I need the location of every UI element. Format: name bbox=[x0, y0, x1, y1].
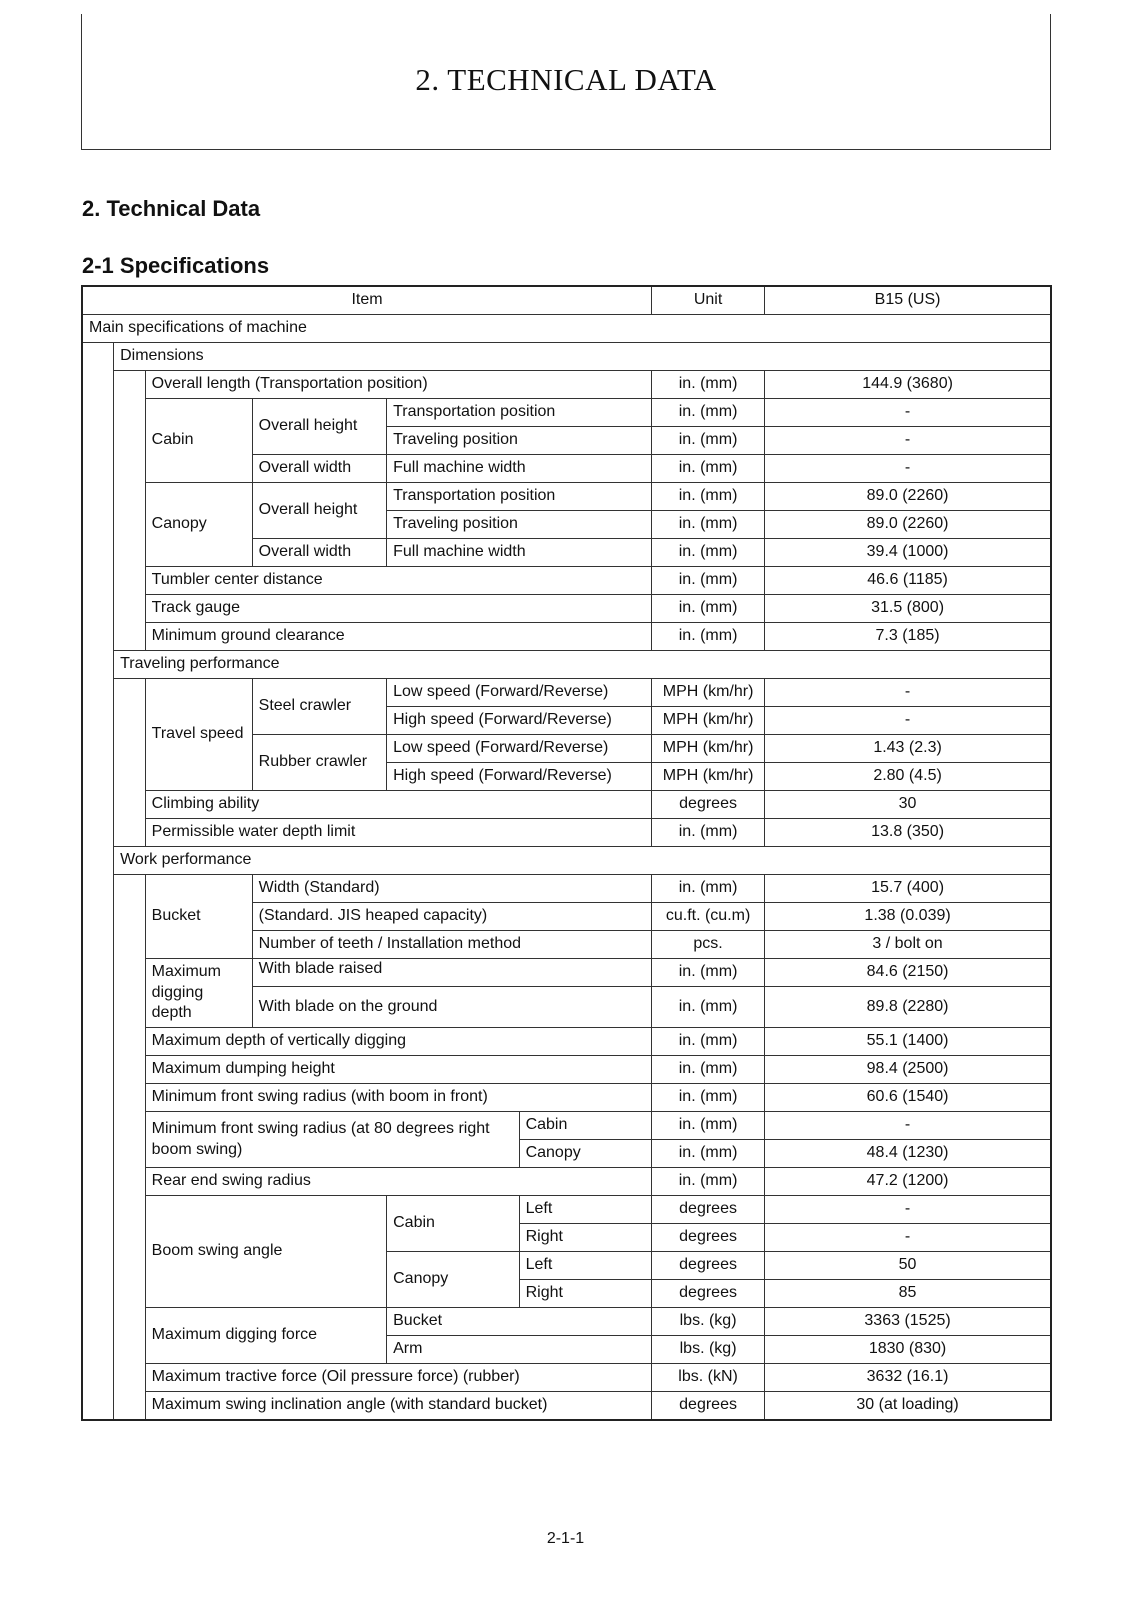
table-row bbox=[82, 1196, 1051, 1224]
row-value: 3632 (16.1) bbox=[765, 1364, 1051, 1392]
page-header-title: 2. TECHNICAL DATA bbox=[415, 62, 717, 97]
row-unit: degrees bbox=[652, 1252, 765, 1280]
row-unit: in. (mm) bbox=[652, 595, 765, 623]
sub-overall-height: Overall height bbox=[252, 483, 386, 539]
group-boom-swing: Boom swing angle bbox=[145, 1196, 386, 1308]
group-bucket: Bucket bbox=[145, 875, 252, 959]
section-title: 2. Technical Data bbox=[82, 196, 261, 221]
group-front-swing-80: Minimum front swing radius (at 80 degrees right boom swing) bbox=[145, 1112, 519, 1168]
table-row bbox=[82, 959, 1051, 987]
row-value: 2.80 (4.5) bbox=[765, 763, 1051, 791]
row-label: Width (Standard) bbox=[252, 875, 651, 903]
row-value: - bbox=[765, 679, 1051, 707]
row-unit: in. (mm) bbox=[652, 427, 765, 455]
table-row bbox=[82, 399, 1051, 427]
table-row bbox=[82, 371, 1051, 399]
row-unit: degrees bbox=[652, 1280, 765, 1308]
table-row bbox=[82, 1168, 1051, 1196]
row-label: High speed (Forward/Reverse) bbox=[387, 707, 652, 735]
row-unit: pcs. bbox=[652, 931, 765, 959]
row-unit: in. (mm) bbox=[652, 455, 765, 483]
row-label: Transportation position bbox=[387, 483, 652, 511]
indent-cell bbox=[114, 875, 146, 1421]
row-unit: in. (mm) bbox=[652, 1168, 765, 1196]
row-unit: degrees bbox=[652, 1392, 765, 1421]
group-cabin: Cabin bbox=[145, 399, 252, 483]
row-label: Rear end swing radius bbox=[145, 1168, 651, 1196]
group-main-specs: Main specifications of machine bbox=[82, 315, 1051, 343]
row-value: 98.4 (2500) bbox=[765, 1056, 1051, 1084]
row-unit: in. (mm) bbox=[652, 1028, 765, 1056]
table-row bbox=[82, 595, 1051, 623]
row-label: Traveling position bbox=[387, 427, 652, 455]
row-unit: degrees bbox=[652, 791, 765, 819]
row-label: Left bbox=[519, 1252, 651, 1280]
row-unit: cu.ft. (cu.m) bbox=[652, 903, 765, 931]
row-value: 89.0 (2260) bbox=[765, 483, 1051, 511]
row-unit: in. (mm) bbox=[652, 1112, 765, 1140]
row-label: Low speed (Forward/Reverse) bbox=[387, 679, 652, 707]
row-label: Traveling position bbox=[387, 511, 652, 539]
subsection-title: 2-1 Specifications bbox=[82, 253, 270, 278]
group-dimensions: Dimensions bbox=[114, 343, 1051, 371]
group-dig-force: Maximum digging force bbox=[145, 1308, 386, 1364]
table-row bbox=[82, 1364, 1051, 1392]
row-unit: lbs. (kg) bbox=[652, 1308, 765, 1336]
row-label: Transportation position bbox=[387, 399, 652, 427]
row-label: With blade on the ground bbox=[252, 987, 651, 1028]
table-row bbox=[82, 623, 1051, 651]
row-value: 48.4 (1230) bbox=[765, 1140, 1051, 1168]
group-travel-speed: Travel speed bbox=[145, 679, 252, 791]
table-row bbox=[82, 1308, 1051, 1336]
row-unit: in. (mm) bbox=[652, 371, 765, 399]
row-unit: lbs. (kN) bbox=[652, 1364, 765, 1392]
row-unit: in. (mm) bbox=[652, 399, 765, 427]
row-label: Canopy bbox=[519, 1140, 651, 1168]
row-unit: in. (mm) bbox=[652, 987, 765, 1028]
sub-boom-canopy: Canopy bbox=[387, 1252, 519, 1308]
row-label: Full machine width bbox=[387, 455, 652, 483]
row-value: - bbox=[765, 427, 1051, 455]
page-number: 2-1-1 bbox=[546, 1530, 585, 1547]
row-label: Full machine width bbox=[387, 539, 652, 567]
group-traveling: Traveling performance bbox=[114, 651, 1051, 679]
row-label: Maximum dumping height bbox=[145, 1056, 651, 1084]
row-value: 31.5 (800) bbox=[765, 595, 1051, 623]
row-label: Right bbox=[519, 1224, 651, 1252]
row-unit: lbs. (kg) bbox=[652, 1336, 765, 1364]
row-value: 84.6 (2150) bbox=[765, 959, 1051, 987]
row-label: Climbing ability bbox=[145, 791, 651, 819]
row-value: 13.8 (350) bbox=[765, 819, 1051, 847]
row-value: - bbox=[765, 707, 1051, 735]
header-item: Item bbox=[82, 286, 652, 315]
row-unit: MPH (km/hr) bbox=[652, 735, 765, 763]
row-value: 39.4 (1000) bbox=[765, 539, 1051, 567]
table-row bbox=[82, 343, 1051, 371]
table-row bbox=[82, 651, 1051, 679]
row-value: 1830 (830) bbox=[765, 1336, 1051, 1364]
row-value: 15.7 (400) bbox=[765, 875, 1051, 903]
row-label: Cabin bbox=[519, 1112, 651, 1140]
row-value: - bbox=[765, 1112, 1051, 1140]
indent-cell bbox=[114, 371, 146, 651]
group-work: Work performance bbox=[114, 847, 1051, 875]
table-row bbox=[82, 1056, 1051, 1084]
table-header-row bbox=[82, 286, 1051, 315]
table-row bbox=[82, 1084, 1051, 1112]
table-row bbox=[82, 791, 1051, 819]
row-value: 7.3 (185) bbox=[765, 623, 1051, 651]
row-label: High speed (Forward/Reverse) bbox=[387, 763, 652, 791]
row-value: - bbox=[765, 455, 1051, 483]
row-label: Number of teeth / Installation method bbox=[252, 931, 651, 959]
row-value: 30 bbox=[765, 791, 1051, 819]
row-unit: in. (mm) bbox=[652, 483, 765, 511]
row-unit: MPH (km/hr) bbox=[652, 707, 765, 735]
table-row bbox=[82, 875, 1051, 903]
table-row bbox=[82, 567, 1051, 595]
row-unit: MPH (km/hr) bbox=[652, 763, 765, 791]
row-label: Arm bbox=[387, 1336, 652, 1364]
row-unit: in. (mm) bbox=[652, 1140, 765, 1168]
row-value: 46.6 (1185) bbox=[765, 567, 1051, 595]
row-unit: in. (mm) bbox=[652, 511, 765, 539]
row-value: 1.43 (2.3) bbox=[765, 735, 1051, 763]
group-canopy: Canopy bbox=[145, 483, 252, 567]
row-label: Right bbox=[519, 1280, 651, 1308]
table-row bbox=[82, 679, 1051, 707]
row-unit: in. (mm) bbox=[652, 959, 765, 987]
table-row bbox=[82, 1028, 1051, 1056]
table-row bbox=[82, 315, 1051, 343]
row-label: Maximum swing inclination angle (with standard bucket) bbox=[145, 1392, 651, 1421]
row-label: Permissible water depth limit bbox=[145, 819, 651, 847]
header-box bbox=[81, 14, 1051, 150]
table-row bbox=[82, 1112, 1051, 1140]
row-label: (Standard. JIS heaped capacity) bbox=[252, 903, 651, 931]
row-label: Minimum ground clearance bbox=[145, 623, 651, 651]
row-value: 3363 (1525) bbox=[765, 1308, 1051, 1336]
row-label: Left bbox=[519, 1196, 651, 1224]
row-value: 50 bbox=[765, 1252, 1051, 1280]
sub-overall-height: Overall height bbox=[252, 399, 386, 455]
row-value: 55.1 (1400) bbox=[765, 1028, 1051, 1056]
sub-overall-width: Overall width bbox=[252, 539, 386, 567]
row-unit: in. (mm) bbox=[652, 875, 765, 903]
row-value: - bbox=[765, 399, 1051, 427]
row-unit: MPH (km/hr) bbox=[652, 679, 765, 707]
row-label: Bucket bbox=[387, 1308, 652, 1336]
sub-steel-crawler: Steel crawler bbox=[252, 679, 386, 735]
row-value: - bbox=[765, 1196, 1051, 1224]
row-unit: in. (mm) bbox=[652, 623, 765, 651]
row-unit: degrees bbox=[652, 1224, 765, 1252]
header-unit: Unit bbox=[652, 286, 765, 315]
sub-overall-width: Overall width bbox=[252, 455, 386, 483]
row-label: Minimum front swing radius (with boom in front) bbox=[145, 1084, 651, 1112]
row-unit: in. (mm) bbox=[652, 1056, 765, 1084]
sub-rubber-crawler: Rubber crawler bbox=[252, 735, 386, 791]
row-label: Low speed (Forward/Reverse) bbox=[387, 735, 652, 763]
row-value: 3 / bolt on bbox=[765, 931, 1051, 959]
row-value: 1.38 (0.039) bbox=[765, 903, 1051, 931]
group-max-dig-depth: Maximum digging depth bbox=[145, 959, 252, 1028]
row-value: 144.9 (3680) bbox=[765, 371, 1051, 399]
indent-cell bbox=[114, 679, 146, 847]
row-value: 30 (at loading) bbox=[765, 1392, 1051, 1421]
header-model: B15 (US) bbox=[765, 286, 1051, 315]
row-label: Overall length (Transportation position) bbox=[145, 371, 651, 399]
sub-boom-cabin: Cabin bbox=[387, 1196, 519, 1252]
row-value: 89.8 (2280) bbox=[765, 987, 1051, 1028]
specifications-table bbox=[81, 285, 1052, 1421]
row-label: Tumbler center distance bbox=[145, 567, 651, 595]
row-value: 47.2 (1200) bbox=[765, 1168, 1051, 1196]
row-value: - bbox=[765, 1224, 1051, 1252]
indent-cell bbox=[82, 343, 114, 1421]
row-value: 89.0 (2260) bbox=[765, 511, 1051, 539]
row-label: Maximum depth of vertically digging bbox=[145, 1028, 651, 1056]
table-row bbox=[82, 819, 1051, 847]
row-unit: in. (mm) bbox=[652, 539, 765, 567]
row-label: Track gauge bbox=[145, 595, 651, 623]
table-row bbox=[82, 1392, 1051, 1421]
table-row bbox=[82, 847, 1051, 875]
row-value: 85 bbox=[765, 1280, 1051, 1308]
row-value: 60.6 (1540) bbox=[765, 1084, 1051, 1112]
row-label: With blade raised bbox=[252, 959, 651, 987]
row-label: Maximum tractive force (Oil pressure force) (rubber) bbox=[145, 1364, 651, 1392]
row-unit: in. (mm) bbox=[652, 1084, 765, 1112]
row-unit: degrees bbox=[652, 1196, 765, 1224]
row-unit: in. (mm) bbox=[652, 819, 765, 847]
row-unit: in. (mm) bbox=[652, 567, 765, 595]
table-row bbox=[82, 483, 1051, 511]
